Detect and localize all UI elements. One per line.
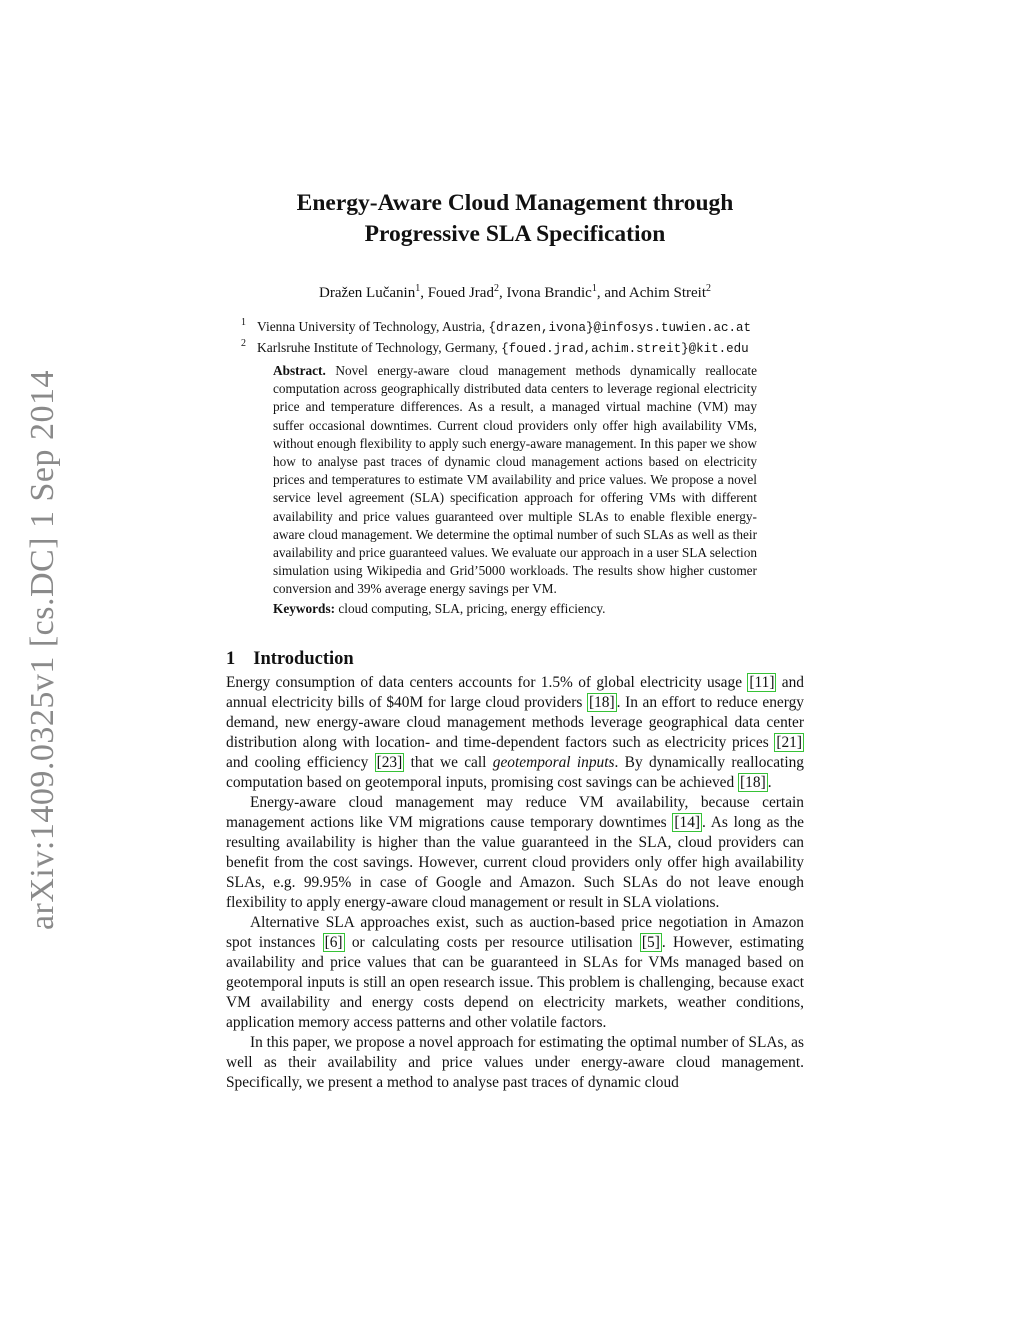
citation-link[interactable]: [18]: [588, 694, 615, 711]
p3-text-3: . However, estimating availability and price values that can be guaranteed in SLAs for VMs managed based on geotemporal inputs is still an open research issue. This problem is challenging, because exact VM availability and energy costs depend on electricity markets, weather conditions, application memory access patterns and other volatile factors.: [226, 934, 804, 1031]
p1-text-2: and annual electricity bills of $40M for large cloud providers: [226, 674, 805, 711]
p1-text-6: . By dynamically reallocating computation based on geotemporal inputs, promising cost savings can be achieved: [226, 754, 804, 791]
citation-link[interactable]: [21]: [776, 734, 802, 751]
affiliation-2-number: 2: [241, 338, 246, 349]
section-number: 1: [226, 649, 236, 669]
affiliation-1-number: 1: [241, 317, 246, 328]
title-line-2: Progressive SLA Specification: [364, 221, 666, 247]
emphasis-term: geotemporal inputs: [492, 754, 615, 771]
citation-link[interactable]: [18]: [740, 774, 766, 791]
p3-text-2: or calculating costs per resource utilisation: [344, 934, 640, 951]
section-title: Introduction: [253, 649, 354, 669]
arxiv-id: arXiv:1409.0325v1 [cs.DC] 1 Sep 2014: [24, 369, 61, 931]
author-3: , Ivona Brandic: [498, 285, 592, 301]
affiliation-2-text: Karlsruhe Institute of Technology, Germany,: [257, 340, 502, 355]
p1-text-5: that we call: [404, 754, 493, 771]
body-text: [226, 673, 804, 1093]
abstract-text: Novel energy-aware cloud management methods dynamically reallocate computation across geographically distributed data centers to leverage regional electricity price and temperature differences. As a result, a managed virtual machine (VM) may suffer occasional downtimes. Current cloud providers only offer high availability VMs, without enough flexibility to apply such energy-aware management. In this paper we show how to analyse past traces of dynamic cloud management actions based on electricity prices and temperatures to estimate VM availability and price values. We propose a novel service level agreement (SLA) specification approach for offering VMs with different availability and price values guaranteed over multiple SLAs to enable flexible energy-aware cloud management. We determine the optimal number of such SLAs as well as their availability and price guaranteed values. We evaluate our approach in a user SLA selection simulation using Wikipedia and Grid’5000 workloads. The results show higher customer conversion and 39% average energy savings per VM.: [273, 363, 758, 597]
affiliation-2-email: {foued.jrad,achim.streit}@kit.edu: [501, 342, 749, 356]
arxiv-stamp: [23, 370, 63, 930]
affiliation-1-email: {drazen,ivona}@infosys.tuwien.ac.at: [488, 321, 751, 335]
author-1-affil: 1: [415, 283, 421, 294]
citation-link[interactable]: [5]: [641, 934, 660, 951]
paragraph-3: [226, 913, 804, 1033]
affiliations: [241, 317, 751, 359]
title-line-1: Energy-Aware Cloud Management through: [296, 190, 734, 216]
affiliation-2: [241, 338, 751, 359]
section-heading: [226, 649, 354, 670]
author-1: Dražen Lučanin: [319, 285, 416, 301]
p4-text-1: In this paper, we propose a novel approach for estimating the optimal number of SLAs, as well as their availability and price values under energy-aware cloud management. Specifically, we present a method to analyse past traces of dynamic cloud: [226, 1034, 804, 1091]
author-2-affil: 2: [493, 283, 499, 294]
abstract: [273, 362, 757, 618]
affiliation-1-text: Vienna University of Technology, Austria,: [257, 319, 489, 334]
citation-link[interactable]: [11]: [749, 674, 775, 691]
p1-text-3: . In an effort to reduce energy demand, new energy-aware cloud management methods leverage geographical data center distribution along with location- and time-dependent factors such as electricity prices: [226, 694, 804, 751]
p1-text-1: Energy consumption of data centers accounts for 1.5% of global electricity usage: [226, 674, 748, 691]
author-3-affil: 1: [591, 283, 597, 294]
author-list: [226, 283, 804, 302]
keywords-label: Keywords:: [273, 600, 336, 616]
keywords-text: cloud computing, SLA, pricing, energy efficiency.: [338, 600, 606, 616]
abstract-label: Abstract.: [273, 363, 326, 378]
p1-text-4: and cooling efficiency: [226, 754, 375, 771]
p3-text-1: Alternative SLA approaches exist, such as auction-based price negotiation in Amazon spot instances: [226, 914, 804, 951]
paragraph-1: [226, 673, 804, 793]
abstract-body: [273, 362, 757, 599]
paragraph-4: [226, 1033, 804, 1093]
author-2: , Foued Jrad: [420, 285, 494, 301]
affiliation-1: [241, 317, 751, 338]
author-4: , and Achim Streit: [596, 285, 706, 301]
paragraph-2: [226, 793, 804, 913]
citation-link[interactable]: [23]: [376, 754, 403, 771]
p1-text-7: .: [767, 774, 772, 791]
citation-link[interactable]: [6]: [324, 934, 343, 951]
citation-link[interactable]: [14]: [674, 814, 701, 831]
keywords: [273, 600, 757, 618]
author-4-affil: 2: [706, 283, 711, 294]
paper-title: [226, 188, 804, 250]
p2-text-2: . As long as the resulting availability is higher than the value guaranteed in the SLA, cloud providers can benefit from the cost savings. However, current cloud providers only offer high availability SLAs, e.g. 99.95% in case of Google and Amazon. Such SLAs do not leave enough flexibility to apply energy-aware cloud management or result in SLA violations.: [226, 814, 804, 911]
p2-text-1: Energy-aware cloud management may reduce VM availability, because certain management actions like VM migrations cause temporary downtimes: [226, 794, 804, 831]
